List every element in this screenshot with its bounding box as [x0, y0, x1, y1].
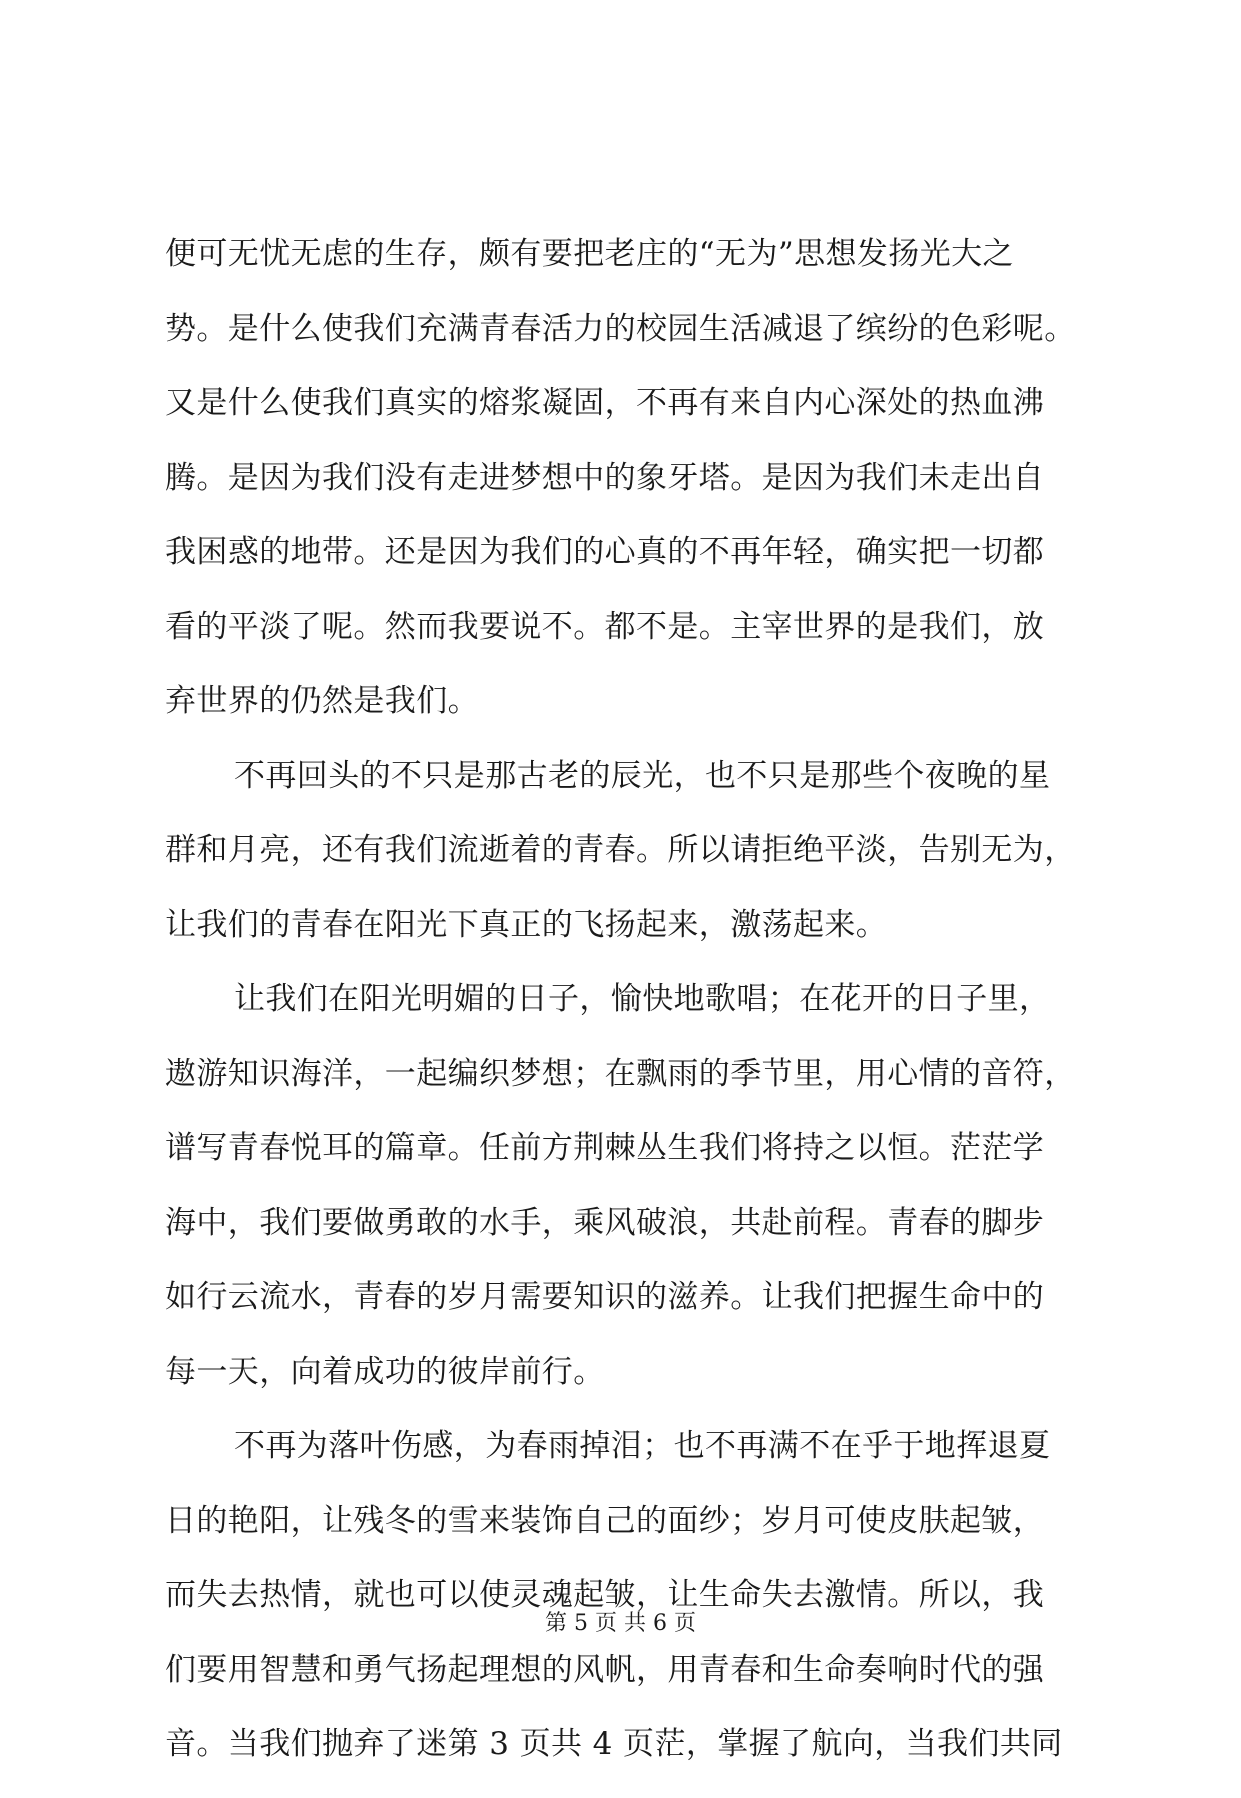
- text-line: 海中，我们要做勇敢的水手，乘风破浪，共赴前程。青春的脚步: [165, 1204, 1045, 1241]
- text-line: 而失去热情，就也可以使灵魂起皱，让生命失去激情。所以，我: [165, 1577, 1045, 1613]
- text-line: 让我们的青春在阳光下真正的飞扬起来，激荡起来。: [165, 906, 888, 943]
- body-text: [165, 233, 1125, 1798]
- text-line: 每一天，向着成功的彼岸前行。: [165, 1353, 605, 1390]
- text-line: 看的平淡了呢。然而我要说不。都不是。主宰世界的是我们，放: [165, 608, 1045, 645]
- text-line: 们要用智慧和勇气扬起理想的风帆，用青春和生命奏响时代的强: [165, 1651, 1045, 1688]
- text-line: 遨游知识海洋，一起编织梦想；在飘雨的季节里，用心情的音符，: [165, 1055, 1076, 1092]
- text-line: 日的艳阳，让残冬的雪来装饰自己的面纱；岁月可使皮肤起皱，: [165, 1502, 1045, 1539]
- text-line: 不再回头的不只是那古老的辰光，也不只是那些个夜晚的星: [234, 757, 1051, 794]
- text-line: 腾。是因为我们没有走进梦想中的象牙塔。是因为我们未走出自: [165, 459, 1045, 496]
- page-footer: 第 5 页 共 6 页: [545, 1611, 696, 1636]
- text-line: 不再为落叶伤感，为春雨掉泪；也不再满不在乎于地挥退夏: [234, 1428, 1051, 1464]
- text-line: 又是什么使我们真实的熔浆凝固，不再有来自内心深处的热血沸: [165, 385, 1045, 421]
- text-line: 我困惑的地带。还是因为我们的心真的不再年轻，确实把一切都: [165, 534, 1045, 570]
- text-line: 谱写青春悦耳的篇章。任前方荆棘丛生我们将持之以恒。茫茫学: [165, 1130, 1045, 1166]
- text-line: 音。当我们抛弃了迷第 3 页共 4 页茫，掌握了航向，当我们共同: [165, 1726, 1063, 1762]
- text-line: 弃世界的仍然是我们。: [165, 683, 479, 719]
- text-line: 如行云流水，青春的岁月需要知识的滋养。让我们把握生命中的: [165, 1279, 1045, 1315]
- text-line: 群和月亮，还有我们流逝着的青春。所以请拒绝平淡，告别无为，: [165, 832, 1076, 868]
- text-line: 势。是什么使我们充满青春活力的校园生活减退了缤纷的色彩呢。: [165, 310, 1076, 347]
- text-line: 让我们在阳光明媚的日子，愉快地歌唱；在花开的日子里，: [234, 981, 1051, 1017]
- text-line: 便可无忧无虑的生存，颇有要把老庄的“无为”思想发扬光大之: [165, 236, 1014, 272]
